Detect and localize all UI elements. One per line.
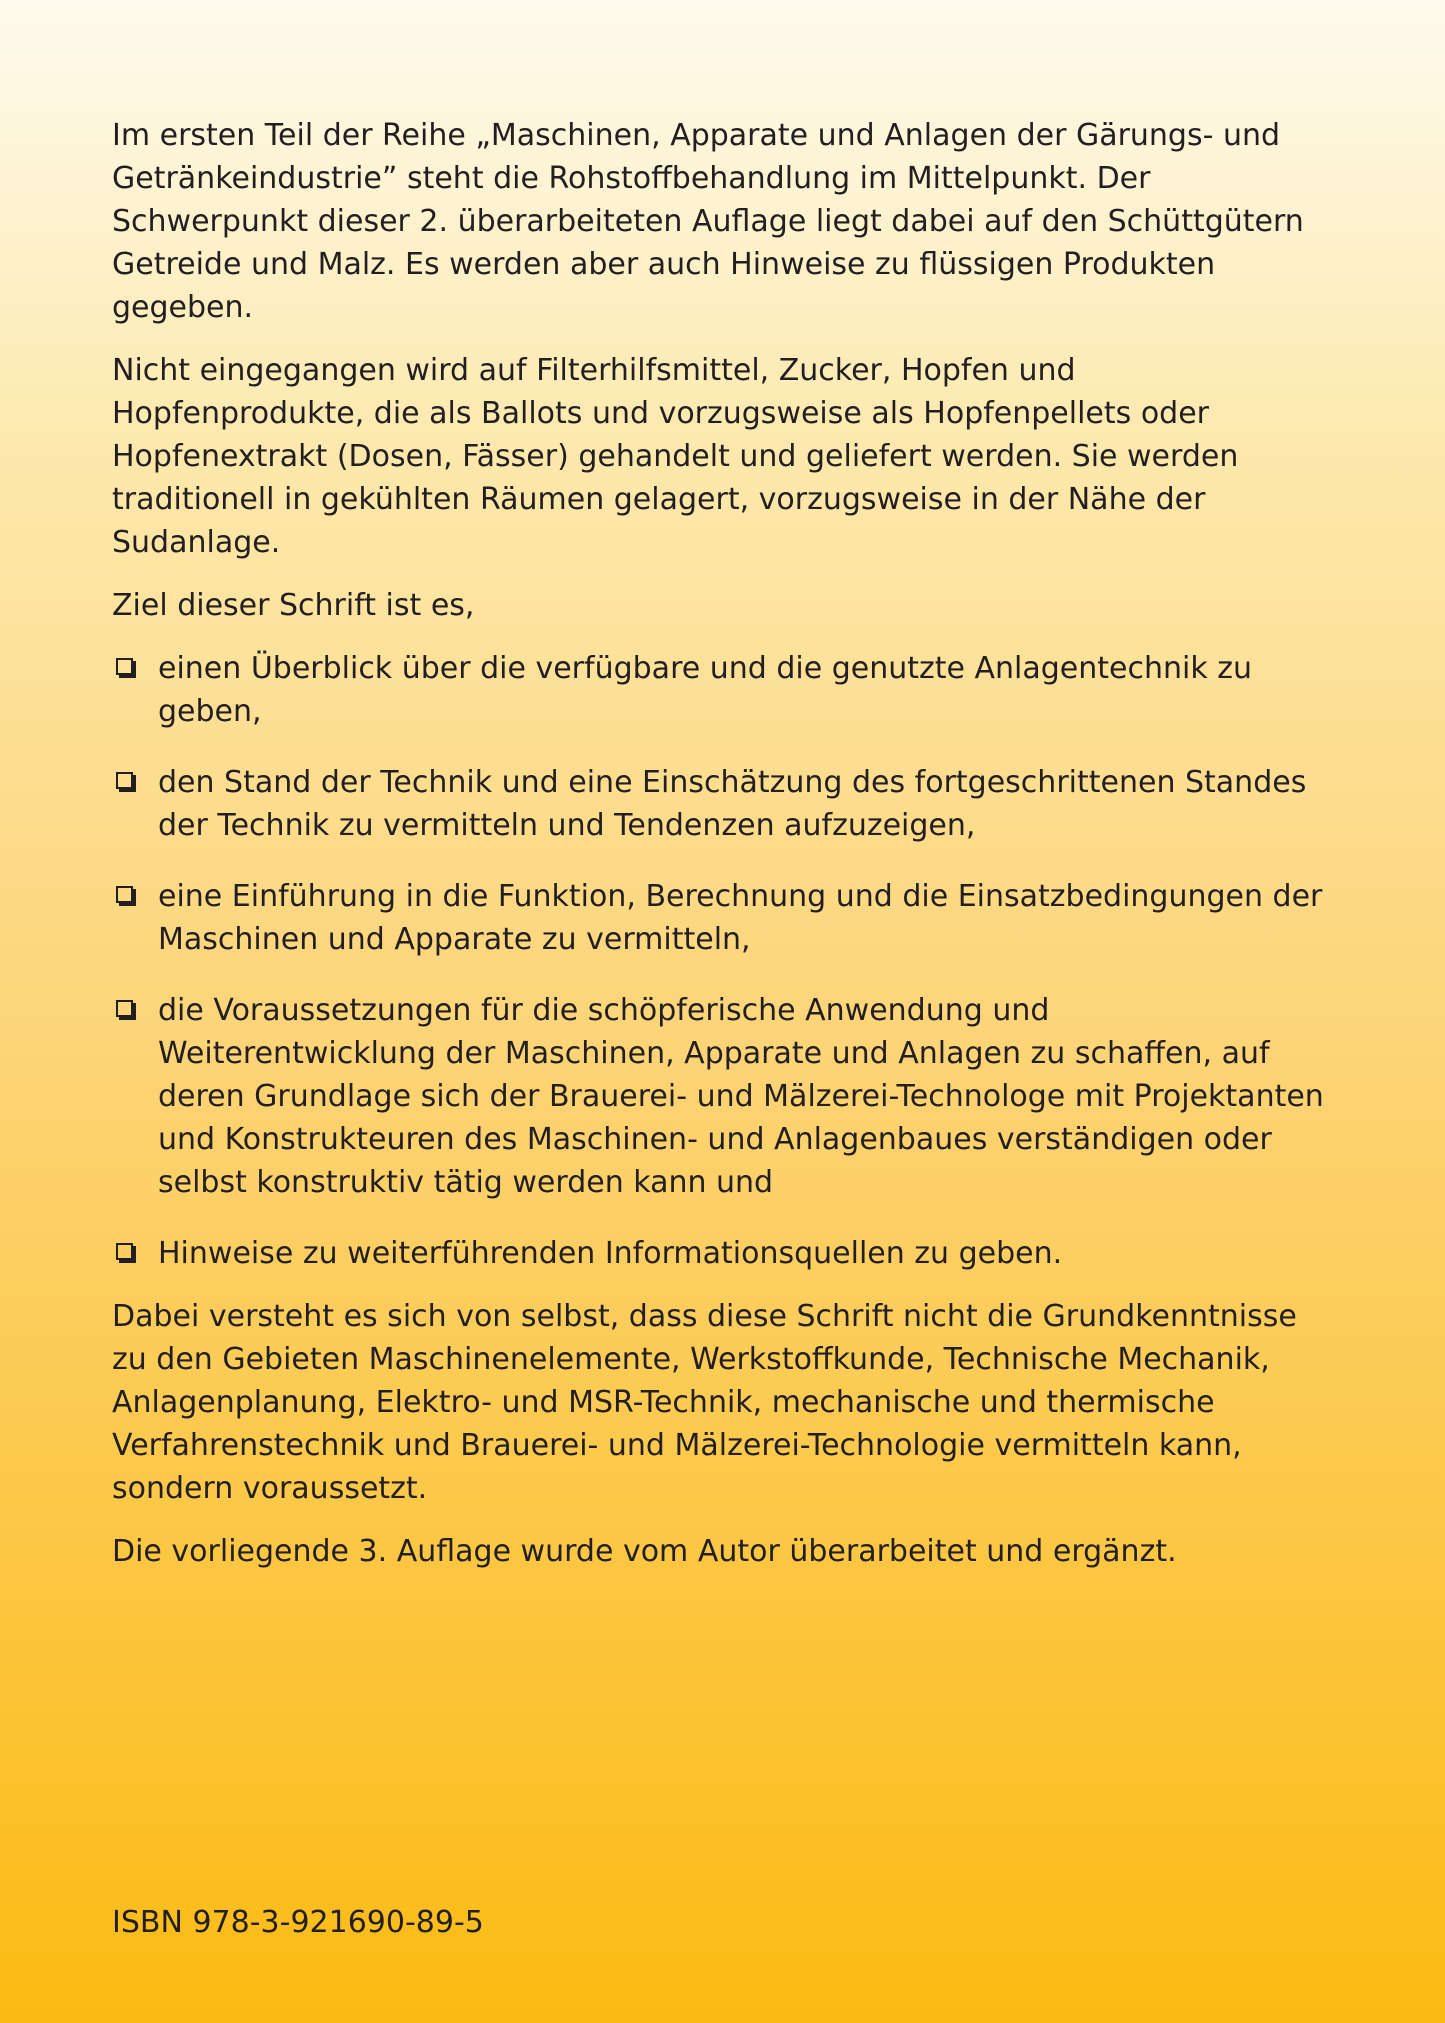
list-item (112, 647, 1332, 733)
checkbox-icon (116, 772, 133, 789)
list-item-text: die Voraussetzungen für die schöpferische Anwendung und Weiterentwicklung der Maschinen, Apparate und Anlagen zu schaffen, auf deren Grundlage sich der Brauerei- und Mälzerei-Technologe mit Projektanten und Konstrukteuren des Maschinen- und Anlagenbaues verständigen oder selbst konstruktiv tätig werden kann und (158, 993, 1324, 1200)
edition-paragraph: Die vorliegende 3. Auflage wurde vom Autor überarbeitet und ergänzt. (112, 1534, 1177, 1569)
isbn-number: ISBN 978-3-921690-89-5 (112, 1905, 484, 1940)
list-item (112, 761, 1332, 847)
intro-paragraph: Im ersten Teil der Reihe „Maschinen, Apparate und Anlagen der Gärungs- und Getränkeindustrie” steht die Rohstoffbehandlung im Mittelpunkt. Der Schwerpunkt dieser 2. überarbeiteten Auflage liegt dabei auf den Schüttgütern Getreide und Malz. Es werden aber auch Hinweise zu flüssigen Produkten gegeben. (112, 118, 1304, 325)
checkbox-icon (116, 658, 133, 675)
list-item-text: einen Überblick über die verfügbare und die genutzte Anlagentechnik zu geben, (158, 651, 1253, 729)
aims-list (112, 647, 1332, 1275)
aims-intro: Ziel dieser Schrift ist es, (112, 588, 475, 623)
list-item (112, 1232, 1332, 1275)
checkbox-icon (116, 1000, 133, 1017)
checkbox-icon (116, 886, 133, 903)
list-item-text: eine Einführung in die Funktion, Berechnung und die Einsatzbedingungen der Maschinen und Apparate zu vermitteln, (158, 879, 1323, 957)
list-item (112, 875, 1332, 961)
list-item-text: Hinweise zu weiterführenden Informationsquellen zu geben. (158, 1236, 1063, 1271)
scope-paragraph: Nicht eingegangen wird auf Filterhilfsmittel, Zucker, Hopfen und Hopfenprodukte, die als Ballots und vorzugsweise als Hopfenpellets oder Hopfenextrakt (Dosen, Fässer) gehandelt und geliefert werden. Sie werden traditionell in gekühlten Räumen gelagert, vorzugsweise in der Nähe der Sudanlage. (112, 353, 1239, 560)
list-item-text: den Stand der Technik und eine Einschätzung des fortgeschrittenen Standes der Technik zu vermitteln und Tendenzen aufzuzeigen, (158, 765, 1307, 843)
back-cover-text (112, 114, 1332, 1593)
prerequisites-paragraph: Dabei versteht es sich von selbst, dass diese Schrift nicht die Grundkenntnisse zu den Gebieten Maschinenelemente, Werkstoffkunde, Technische Mechanik, Anlagenplanung, Elektro- und MSR-Technik, mechanische und thermische Verfahrenstechnik und Brauerei- und Mälzerei-Technologie vermitteln kann, sondern voraussetzt. (112, 1299, 1297, 1506)
list-item (112, 989, 1332, 1204)
checkbox-icon (116, 1243, 133, 1260)
